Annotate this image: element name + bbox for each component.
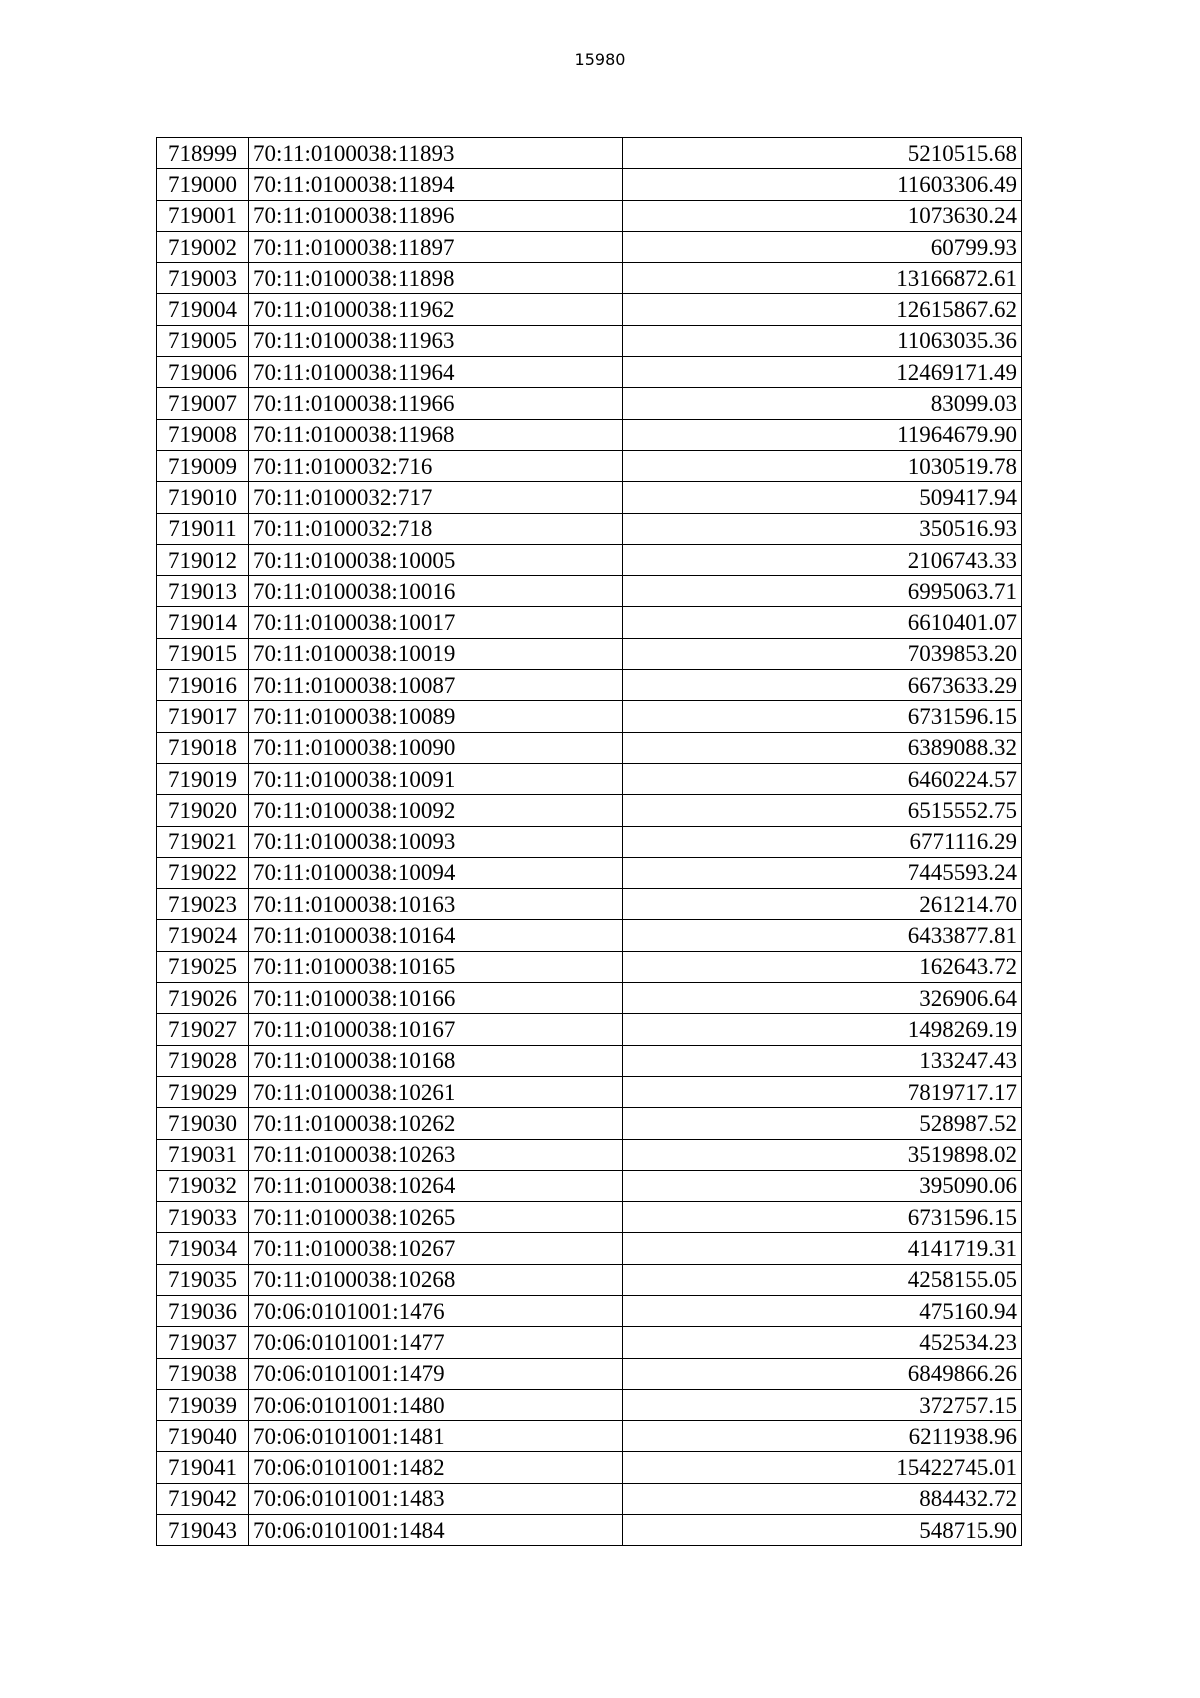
value-cell: 7445593.24 [623, 857, 1022, 888]
cadastral-number-cell: 70:06:0101001:1476 [249, 1295, 623, 1326]
value-cell: 6771116.29 [623, 826, 1022, 857]
row-number-cell: 719041 [157, 1452, 249, 1483]
row-number-cell: 719008 [157, 419, 249, 450]
cadastral-number-cell: 70:11:0100038:11893 [249, 138, 623, 169]
row-number-cell: 719004 [157, 294, 249, 325]
value-cell: 11603306.49 [623, 169, 1022, 200]
table-row [157, 1139, 1022, 1170]
value-cell: 395090.06 [623, 1170, 1022, 1201]
value-cell: 6515552.75 [623, 795, 1022, 826]
value-cell: 372757.15 [623, 1389, 1022, 1420]
cadastral-number-cell: 70:11:0100038:10092 [249, 795, 623, 826]
table-row [157, 1515, 1022, 1546]
cadastral-number-cell: 70:11:0100038:10268 [249, 1264, 623, 1295]
table-row [157, 701, 1022, 732]
row-number-cell: 719012 [157, 544, 249, 575]
cadastral-number-cell: 70:11:0100038:11896 [249, 200, 623, 231]
cadastral-number-cell: 70:11:0100032:718 [249, 513, 623, 544]
table-row [157, 763, 1022, 794]
cadastral-number-cell: 70:11:0100038:10005 [249, 544, 623, 575]
value-cell: 6389088.32 [623, 732, 1022, 763]
row-number-cell: 719033 [157, 1202, 249, 1233]
table-row [157, 1327, 1022, 1358]
table-row [157, 638, 1022, 669]
cadastral-number-cell: 70:11:0100038:10019 [249, 638, 623, 669]
table-row [157, 920, 1022, 951]
value-cell: 12615867.62 [623, 294, 1022, 325]
row-number-cell: 719024 [157, 920, 249, 951]
table-row [157, 826, 1022, 857]
row-number-cell: 719005 [157, 325, 249, 356]
row-number-cell: 719016 [157, 670, 249, 701]
value-cell: 261214.70 [623, 889, 1022, 920]
value-cell: 60799.93 [623, 231, 1022, 262]
cadastral-number-cell: 70:11:0100038:10163 [249, 889, 623, 920]
table-row [157, 889, 1022, 920]
value-cell: 6995063.71 [623, 576, 1022, 607]
row-number-cell: 719037 [157, 1327, 249, 1358]
value-cell: 1498269.19 [623, 1014, 1022, 1045]
value-cell: 548715.90 [623, 1515, 1022, 1546]
value-cell: 5210515.68 [623, 138, 1022, 169]
cadastral-number-cell: 70:11:0100038:10167 [249, 1014, 623, 1045]
value-cell: 83099.03 [623, 388, 1022, 419]
value-cell: 452534.23 [623, 1327, 1022, 1358]
value-cell: 1073630.24 [623, 200, 1022, 231]
value-cell: 12469171.49 [623, 357, 1022, 388]
cadastral-value-table [156, 137, 1022, 1546]
cadastral-number-cell: 70:11:0100032:716 [249, 450, 623, 481]
table-row [157, 325, 1022, 356]
row-number-cell: 719034 [157, 1233, 249, 1264]
value-cell: 1030519.78 [623, 450, 1022, 481]
table-row [157, 1108, 1022, 1139]
row-number-cell: 719020 [157, 795, 249, 826]
value-cell: 4258155.05 [623, 1264, 1022, 1295]
table-row [157, 1452, 1022, 1483]
table-row [157, 1233, 1022, 1264]
table-row [157, 732, 1022, 763]
value-cell: 7819717.17 [623, 1076, 1022, 1107]
row-number-cell: 719021 [157, 826, 249, 857]
row-number-cell: 719027 [157, 1014, 249, 1045]
value-cell: 6731596.15 [623, 701, 1022, 732]
table-row [157, 1295, 1022, 1326]
cadastral-number-cell: 70:11:0100038:11966 [249, 388, 623, 419]
value-cell: 6731596.15 [623, 1202, 1022, 1233]
cadastral-number-cell: 70:11:0100038:10262 [249, 1108, 623, 1139]
row-number-cell: 719001 [157, 200, 249, 231]
table-row [157, 1421, 1022, 1452]
table-row [157, 169, 1022, 200]
row-number-cell: 719022 [157, 857, 249, 888]
table-row [157, 1170, 1022, 1201]
value-cell: 13166872.61 [623, 263, 1022, 294]
value-cell: 4141719.31 [623, 1233, 1022, 1264]
value-cell: 162643.72 [623, 951, 1022, 982]
cadastral-number-cell: 70:11:0100038:10089 [249, 701, 623, 732]
row-number-cell: 719011 [157, 513, 249, 544]
row-number-cell: 719009 [157, 450, 249, 481]
value-cell: 6849866.26 [623, 1358, 1022, 1389]
table-row [157, 1358, 1022, 1389]
row-number-cell: 719003 [157, 263, 249, 294]
cadastral-number-cell: 70:11:0100038:10166 [249, 983, 623, 1014]
cadastral-number-cell: 70:11:0100038:10165 [249, 951, 623, 982]
table-row [157, 1014, 1022, 1045]
cadastral-number-cell: 70:06:0101001:1477 [249, 1327, 623, 1358]
table-row [157, 1045, 1022, 1076]
value-cell: 7039853.20 [623, 638, 1022, 669]
row-number-cell: 719032 [157, 1170, 249, 1201]
cadastral-number-cell: 70:11:0100032:717 [249, 482, 623, 513]
table-row [157, 138, 1022, 169]
table-row [157, 1483, 1022, 1514]
value-cell: 6211938.96 [623, 1421, 1022, 1452]
cadastral-number-cell: 70:11:0100038:10261 [249, 1076, 623, 1107]
table-row [157, 419, 1022, 450]
row-number-cell: 719013 [157, 576, 249, 607]
table-row [157, 576, 1022, 607]
row-number-cell: 719038 [157, 1358, 249, 1389]
row-number-cell: 719010 [157, 482, 249, 513]
table-row [157, 1389, 1022, 1420]
table-row [157, 544, 1022, 575]
cadastral-number-cell: 70:11:0100038:11897 [249, 231, 623, 262]
row-number-cell: 719040 [157, 1421, 249, 1452]
cadastral-number-cell: 70:11:0100038:10091 [249, 763, 623, 794]
cadastral-number-cell: 70:11:0100038:11968 [249, 419, 623, 450]
cadastral-number-cell: 70:11:0100038:11894 [249, 169, 623, 200]
row-number-cell: 719007 [157, 388, 249, 419]
table-row [157, 607, 1022, 638]
cadastral-number-cell: 70:11:0100038:10016 [249, 576, 623, 607]
page-number: 15980 [574, 50, 626, 69]
cadastral-number-cell: 70:11:0100038:10094 [249, 857, 623, 888]
cadastral-number-cell: 70:06:0101001:1480 [249, 1389, 623, 1420]
value-cell: 350516.93 [623, 513, 1022, 544]
table-row [157, 200, 1022, 231]
row-number-cell: 719000 [157, 169, 249, 200]
row-number-cell: 719031 [157, 1139, 249, 1170]
cadastral-number-cell: 70:11:0100038:10263 [249, 1139, 623, 1170]
table-row [157, 983, 1022, 1014]
value-cell: 3519898.02 [623, 1139, 1022, 1170]
row-number-cell: 719015 [157, 638, 249, 669]
value-cell: 15422745.01 [623, 1452, 1022, 1483]
cadastral-number-cell: 70:06:0101001:1483 [249, 1483, 623, 1514]
row-number-cell: 719018 [157, 732, 249, 763]
table-row [157, 1076, 1022, 1107]
cadastral-number-cell: 70:11:0100038:10264 [249, 1170, 623, 1201]
row-number-cell: 719029 [157, 1076, 249, 1107]
value-cell: 6673633.29 [623, 670, 1022, 701]
table-row [157, 1264, 1022, 1295]
value-cell: 11063035.36 [623, 325, 1022, 356]
table-row [157, 294, 1022, 325]
table-row [157, 388, 1022, 419]
row-number-cell: 718999 [157, 138, 249, 169]
row-number-cell: 719017 [157, 701, 249, 732]
cadastral-number-cell: 70:11:0100038:11898 [249, 263, 623, 294]
table-row [157, 263, 1022, 294]
table-row [157, 857, 1022, 888]
row-number-cell: 719019 [157, 763, 249, 794]
cadastral-number-cell: 70:11:0100038:10168 [249, 1045, 623, 1076]
cadastral-number-cell: 70:11:0100038:10017 [249, 607, 623, 638]
value-cell: 11964679.90 [623, 419, 1022, 450]
value-cell: 6610401.07 [623, 607, 1022, 638]
row-number-cell: 719030 [157, 1108, 249, 1139]
table-body [157, 138, 1022, 1546]
value-cell: 6433877.81 [623, 920, 1022, 951]
table-row [157, 357, 1022, 388]
cadastral-number-cell: 70:11:0100038:11962 [249, 294, 623, 325]
cadastral-number-cell: 70:06:0101001:1482 [249, 1452, 623, 1483]
row-number-cell: 719043 [157, 1515, 249, 1546]
table-row [157, 670, 1022, 701]
cadastral-number-cell: 70:11:0100038:10090 [249, 732, 623, 763]
table-row [157, 231, 1022, 262]
row-number-cell: 719006 [157, 357, 249, 388]
row-number-cell: 719035 [157, 1264, 249, 1295]
table-row [157, 951, 1022, 982]
row-number-cell: 719042 [157, 1483, 249, 1514]
table-row [157, 482, 1022, 513]
value-cell: 509417.94 [623, 482, 1022, 513]
cadastral-number-cell: 70:06:0101001:1484 [249, 1515, 623, 1546]
table-row [157, 1202, 1022, 1233]
row-number-cell: 719036 [157, 1295, 249, 1326]
row-number-cell: 719039 [157, 1389, 249, 1420]
value-cell: 884432.72 [623, 1483, 1022, 1514]
cadastral-number-cell: 70:11:0100038:11963 [249, 325, 623, 356]
table-row [157, 450, 1022, 481]
value-cell: 6460224.57 [623, 763, 1022, 794]
cadastral-number-cell: 70:06:0101001:1479 [249, 1358, 623, 1389]
row-number-cell: 719025 [157, 951, 249, 982]
row-number-cell: 719002 [157, 231, 249, 262]
value-cell: 326906.64 [623, 983, 1022, 1014]
row-number-cell: 719023 [157, 889, 249, 920]
cadastral-number-cell: 70:11:0100038:10164 [249, 920, 623, 951]
cadastral-number-cell: 70:11:0100038:10093 [249, 826, 623, 857]
row-number-cell: 719028 [157, 1045, 249, 1076]
row-number-cell: 719014 [157, 607, 249, 638]
table-row [157, 513, 1022, 544]
cadastral-number-cell: 70:11:0100038:10087 [249, 670, 623, 701]
cadastral-number-cell: 70:11:0100038:10265 [249, 1202, 623, 1233]
table-row [157, 795, 1022, 826]
cadastral-number-cell: 70:11:0100038:10267 [249, 1233, 623, 1264]
cadastral-number-cell: 70:11:0100038:11964 [249, 357, 623, 388]
value-cell: 475160.94 [623, 1295, 1022, 1326]
cadastral-number-cell: 70:06:0101001:1481 [249, 1421, 623, 1452]
value-cell: 2106743.33 [623, 544, 1022, 575]
value-cell: 528987.52 [623, 1108, 1022, 1139]
value-cell: 133247.43 [623, 1045, 1022, 1076]
row-number-cell: 719026 [157, 983, 249, 1014]
